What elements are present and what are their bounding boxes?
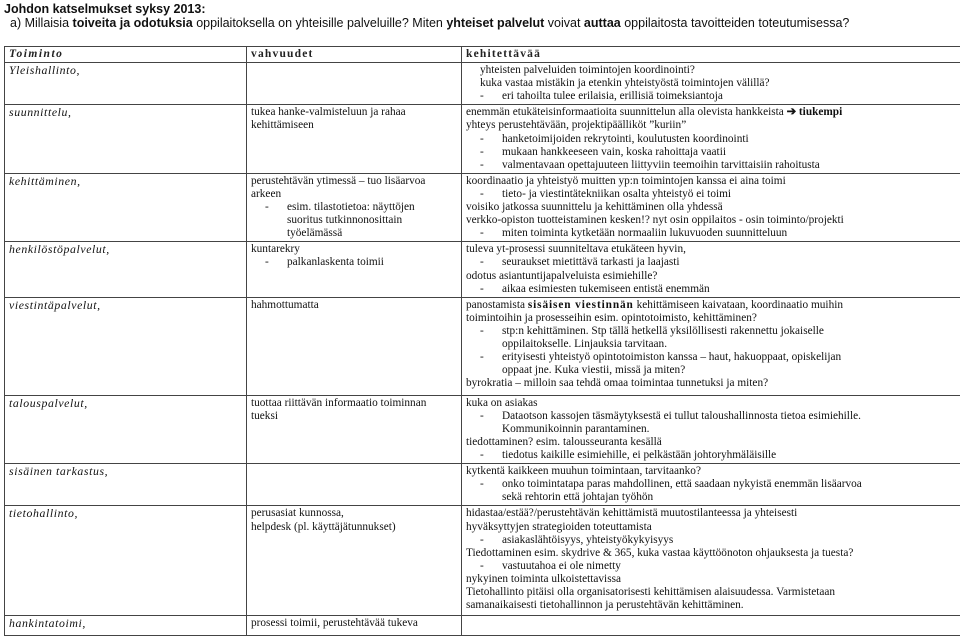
line-text: Tiedottaminen esim. skydrive & 365, kuka vastaa käyttöönoton ohjauksesta ja tuesta? [466,547,853,559]
document-title: Johdon katselmukset syksy 2013: [4,2,849,16]
line-text: suoritus tutkinnonosittain [287,214,402,226]
table-header-row [5,47,960,63]
cell-line [466,325,956,338]
line-text: hahmottumatta [251,299,319,311]
dash-bullet: - [466,449,502,462]
cell-line [251,175,457,188]
cell-line [466,351,956,364]
cell-line [466,423,956,436]
emphasis-text: sisäisen viestinnän [528,299,634,311]
line-text: tueksi [251,410,278,422]
development-cell [462,506,960,616]
development-cell [462,464,960,506]
dash-bullet: - [466,283,502,296]
cell-line [466,573,956,586]
line-text: asiakaslähtöisyys, yhteistyökykyisyys [502,534,673,546]
line-text: perusasiat kunnossa, [251,507,344,519]
cell-line [466,106,956,119]
document-header [4,2,849,30]
cell-line [466,77,956,90]
line-text: prosessi toimii, perustehtävää tukeva [251,617,418,629]
dash-bullet: - [466,351,502,364]
function-name: suunnittelu, [5,105,247,173]
line-text: palkanlaskenta toimii [287,256,384,268]
cell-line [466,478,956,491]
function-name: sisäinen tarkastus, [5,464,247,506]
line-text: perustehtävän ytimessä – tuo lisäarvoa [251,175,425,187]
cell-line [466,283,956,296]
function-name: Yleishallinto, [5,63,247,105]
line-text: kuka on asiakas [466,397,538,409]
cell-line [466,133,956,146]
cell-line [466,243,956,256]
development-cell [462,63,960,105]
cell-line [466,214,956,227]
strengths-cell [247,105,462,173]
development-cell [462,395,960,463]
col-header-development: kehitettävää [462,47,960,63]
line-text: Dataotson kassojen täsmäytyksestä ei tullut taloushallinnosta tietoa esimiehille. [502,410,861,422]
cell-line [466,507,956,520]
line-text-rest: kehittämiseen kaivataan, koordinaatio muihin [637,299,843,311]
function-name: talouspalvelut, [5,395,247,463]
line-text: Kommunikoinnin parantaminen. [502,423,649,435]
table-row [5,173,960,241]
line-text: nykyinen toiminta ulkoistettavissa [466,573,621,585]
table-row [5,506,960,616]
line-text: tieto- ja viestintätekniikan osalta yhteistyö ei toimi [502,188,731,200]
line-text: tuottaa riittävän informaatio toiminnan [251,397,426,409]
line-text: helpdesk (pl. käyttäjätunnukset) [251,521,396,533]
function-name: kehittäminen, [5,173,247,241]
cell-line [466,586,956,599]
col-header-function: Toiminto [5,47,247,63]
dash-bullet: - [466,159,502,172]
dash-bullet: - [466,133,502,146]
cell-line [251,243,457,256]
line-text: Tietohallinto pitäisi olla organisatorisesti kehittämisen alaisuudessa. Varmistetaan [466,586,835,598]
line-text: sekä rehtorin että johtajan työhön [502,491,653,503]
line-text: tiedotus kaikille esimiehille, ei pelkästään johtoryhmäläisille [502,449,776,461]
dash-bullet: - [251,256,287,269]
cell-line [466,436,956,449]
dash-bullet: - [466,256,502,269]
dash-bullet: - [466,146,502,159]
cell-line [466,397,956,410]
cell-line [251,188,457,201]
line-text: byrokratia – milloin saa tehdä omaa toimintaa tunnetuksi ja miten? [466,377,768,389]
development-cell [462,173,960,241]
line-text: koordinaatio ja yhteistyö muitten yp:n toimintojen kanssa ei aina toimi [466,175,786,187]
cell-line [251,256,457,269]
line-text: valmentavaan opettajuuteen liittyviin teemoihin tarvittaisiin rahoitusta [502,159,820,171]
table-row [5,297,960,395]
table-row [5,464,960,506]
line-text: seuraukset mietittävä tarkasti ja laajasti [502,256,680,268]
dash-bullet: - [466,325,502,338]
line-text: esim. tilastotietoa: näyttöjen [287,201,415,213]
line-text: oppilaitokselle. Linjauksia tarvitaan. [502,338,667,350]
cell-line [251,397,457,410]
line-text: erityisesti yhteistyö opintotoimiston kanssa – haut, hakuoppaat, opiskelijan [502,351,841,363]
cell-line [466,188,956,201]
line-text: panostamista [466,299,525,311]
cell-line [466,491,956,504]
strengths-cell [247,63,462,105]
line-text: kuka vastaa mistäkin ja etenkin yhteistyöstä toimintojen välillä? [480,77,770,89]
cell-line [251,201,457,214]
dash-bullet: - [466,478,502,491]
function-name: hankintatoimi, [5,616,247,636]
development-cell [462,242,960,297]
line-text: aikaa esimiesten tukemiseen entistä enemmän [502,283,710,295]
line-text: tiedottaminen? esim. talousseuranta kesällä [466,436,662,448]
strengths-cell [247,242,462,297]
dash-bullet: - [466,560,502,573]
cell-line [466,270,956,283]
cell-line [466,312,956,325]
cell-line [251,507,457,520]
question-a: a) Millaisia toiveita ja odotuksia oppilaitoksella on yhteisille palveluille? Miten yhteiset palvelut voivat auttaa oppilaitosta tavoitteiden toteutumisessa? [4,16,849,30]
cell-line [466,159,956,172]
cell-line [251,410,457,423]
dash-bullet: - [466,90,502,103]
cell-line [466,560,956,573]
line-text: yhteys perustehtävään, projektipäälliköt ”kuriin” [466,119,686,131]
cell-line [466,547,956,560]
function-name: henkilöstöpalvelut, [5,242,247,297]
line-text: odotus asiantuntijapalveluista esimiehille? [466,270,657,282]
cell-line [466,410,956,423]
line-text: verkko-opiston tuotteistaminen kesken!? nyt osin oppilaitos - osin toiminto/projekti [466,214,844,226]
cell-line [466,377,956,390]
table-row [5,395,960,463]
dash-bullet: - [251,201,287,214]
line-text: toimintoihin ja prosesseihin esim. opintotoimisto, kehittäminen? [466,312,757,324]
table-row [5,63,960,105]
line-text: vastuutahoa ei ole nimetty [502,560,621,572]
cell-line [466,534,956,547]
cell-line [466,64,956,77]
cell-line [466,227,956,240]
table-row [5,242,960,297]
review-table [4,46,960,636]
cell-line [251,106,457,119]
line-text: samanaikaisesti tietohallinnon ja perustehtävän kehittäminen. [466,599,744,611]
cell-line [466,338,956,351]
cell-line [251,227,457,240]
cell-line [466,90,956,103]
cell-line [466,364,956,377]
cell-line [466,175,956,188]
cell-line [251,521,457,534]
line-text: kuntarekry [251,243,300,255]
strengths-cell [247,297,462,395]
line-text: yhteisten palveluiden toimintojen koordinointi? [480,64,695,76]
development-cell [462,105,960,173]
development-cell [462,297,960,395]
line-text: eri tahoilta tulee erilaisia, erillisiä toimeksiantoja [502,90,723,102]
cell-line [251,119,457,132]
function-name: tietohallinto, [5,506,247,616]
cell-line [466,256,956,269]
line-text: arkeen [251,188,281,200]
line-text: tuleva yt-prosessi suunniteltava etukäteen hyvin, [466,243,686,255]
line-text: voisiko jatkossa suunnittelu ja kehittäminen olla yhdessä [466,201,723,213]
arrow-right-icon: ➔ tiukempi [787,106,843,118]
table-row [5,105,960,173]
line-text: enemmän etukäteisinformaatioita suunnittelun alla olevista hankkeista [466,106,784,118]
line-text: onko toimintatapa paras mahdollinen, että saadaan nykyistä enemmän lisäarvoa [502,478,862,490]
cell-line [466,201,956,214]
line-text: kytkentä kaikkeen muuhun toimintaan, tarvitaanko? [466,465,701,477]
cell-line [466,119,956,132]
cell-line [466,146,956,159]
line-text: kehittämiseen [251,119,314,131]
function-name: viestintäpalvelut, [5,297,247,395]
dash-bullet: - [466,227,502,240]
line-text: mukaan hankkeeseen vain, koska rahoittaja vaatii [502,146,726,158]
cell-line [251,299,457,312]
dash-bullet: - [466,534,502,547]
dash-bullet: - [466,410,502,423]
cell-line [251,214,457,227]
cell-line [251,617,457,630]
line-text: oppaat jne. Kuka viestii, missä ja miten? [502,364,685,376]
line-text: hidastaa/estää?/perustehtävän kehittämistä muutostilanteessa ja yhteisesti [466,507,797,519]
line-text: hyväksyttyjen strategioiden toteuttamista [466,521,652,533]
line-text: miten toiminta kytketään normaaliin lukuvuoden suunnitteluun [502,227,787,239]
strengths-cell [247,173,462,241]
line-text: stp:n kehittäminen. Stp tällä hetkellä yksilöllisesti rakennettu jokaiselle [502,325,824,337]
line-text: työelämässä [287,227,342,239]
strengths-cell [247,506,462,616]
line-text: tukea hanke-valmisteluun ja rahaa [251,106,406,118]
cell-line [466,299,956,312]
strengths-cell [247,395,462,463]
cell-line [466,449,956,462]
cell-line [466,465,956,478]
line-text: hanketoimijoiden rekrytointi, koulutusten koordinointi [502,133,749,145]
cell-line [466,521,956,534]
strengths-cell [247,464,462,506]
cell-line [466,599,956,612]
dash-bullet: - [466,188,502,201]
col-header-strengths: vahvuudet [247,47,462,63]
